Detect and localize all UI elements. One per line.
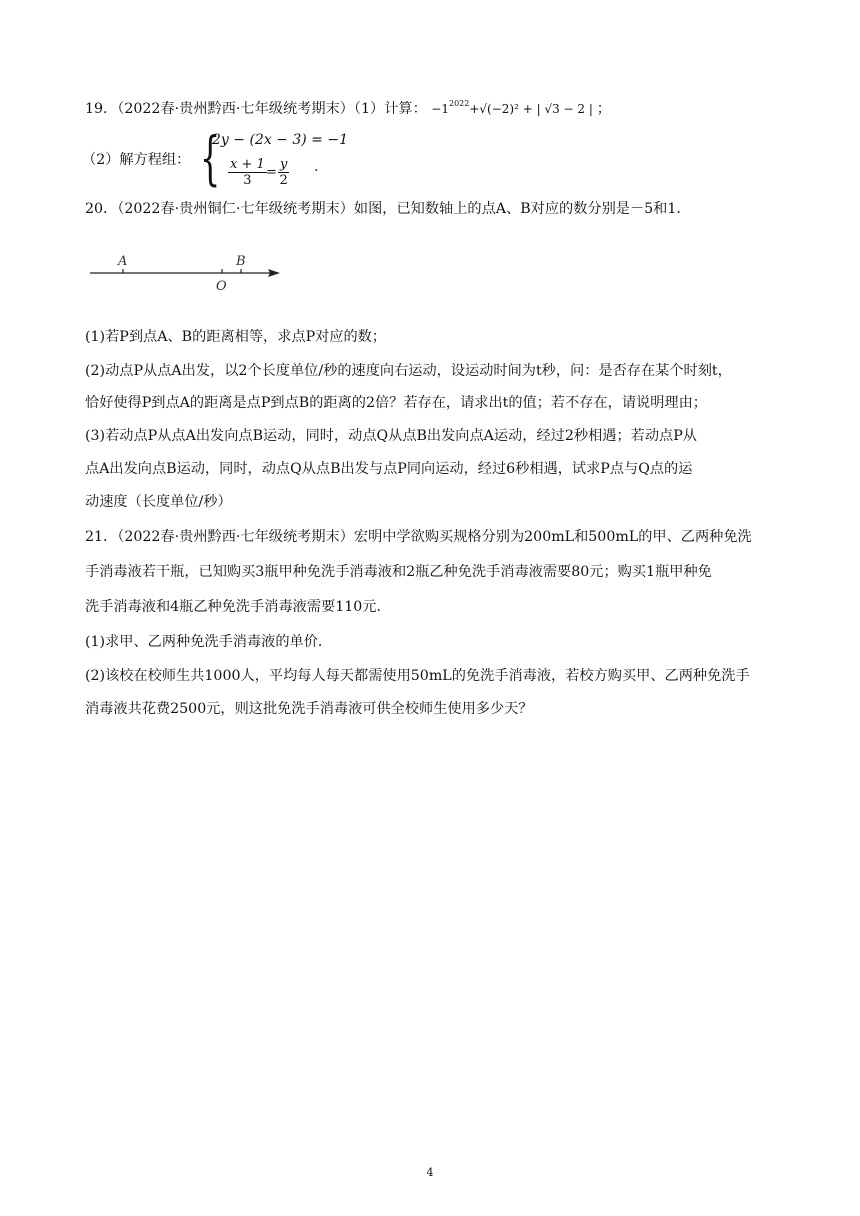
q19-number: 19． xyxy=(85,101,118,117)
q20-part2-line2: 恰好使得P到点A的距离是点P到点B的距离的2倍？若存在，请求出t的值；若不存在，请说明理由； xyxy=(85,395,707,411)
label-o: O xyxy=(216,279,227,294)
q20-part3-line1: (3)若动点P从点A出发向点B运动，同时，动点Q从点B出发向点A运动，经过2秒相遇；若动点P从 xyxy=(85,428,697,444)
q20-part3-line2: 点A出发向点B运动，同时，动点Q从点B出发与点P同向运动，经过6秒相遇，试求P点与Q点的运 xyxy=(85,461,693,477)
label-a: A xyxy=(118,254,128,269)
q21-line1: 21．（2022春·贵州黔西·七年级统考期末）宏明中学欲购买规格分别为200mL和500mL的甲、乙两种免洗 xyxy=(85,529,752,545)
q19-line1 xyxy=(85,94,611,119)
equation-system xyxy=(200,124,348,192)
q19-end-period: . xyxy=(314,159,319,175)
q20-part1: (1)若P到点A、B的距离相等，求点P对应的数； xyxy=(85,329,387,345)
page-number: 4 xyxy=(426,1166,434,1179)
q21-part2-line2: 消毒液共花费2500元，则这批免洗手消毒液可供全校师生使用多少天？ xyxy=(85,701,533,717)
q19-source: （2022春·贵州黔西·七年级统考期末） xyxy=(117,101,354,117)
equals-sign: = xyxy=(266,165,277,180)
q19-part2-label: （2）解方程组： xyxy=(82,152,191,168)
equation-1: 2y − (2x − 3) = −1 xyxy=(212,132,348,148)
fraction-left: $\frac{x + 1}{3}$ xyxy=(230,157,265,188)
q21-line3: 洗手消毒液和4瓶乙种免洗手消毒液需要110元． xyxy=(85,599,391,615)
q19-semicolon: ； xyxy=(596,101,611,117)
q21-part1: (1)求甲、乙两种免洗手消毒液的单价． xyxy=(85,634,333,650)
number-line-figure xyxy=(88,248,288,294)
q19-expression: $-1^{2022}+√(-2)^2$ + | √3 − 2 | xyxy=(431,99,593,116)
q21-line2: 手消毒液若干瓶，已知购买3瓶甲种免洗手消毒液和2瓶乙种免洗手消毒液需要80元；购买1瓶甲种免 xyxy=(85,564,712,580)
q21-part2-line1: (2)该校在校师生共1000人，平均每人每天都需使用50mL的免洗手消毒液，若校方购买甲、乙两种免洗手 xyxy=(85,668,750,684)
q20-part2-line1: (2)动点P从点A出发，以2个长度单位/秒的速度向右运动，设运动时间为t秒，问：是否存在某个时刻t， xyxy=(85,363,732,379)
q19-part1-label: （1）计算： xyxy=(353,101,427,117)
fraction-right: $\frac{y}{2}$ xyxy=(279,157,288,188)
left-brace: { xyxy=(200,124,221,192)
q20-header: 20．（2022春·贵州铜仁·七年级统考期末）如图，已知数轴上的点A、B对应的数分别是－5和1． xyxy=(85,201,691,217)
label-b: B xyxy=(236,254,246,269)
q20-part3-line3: 动速度（长度单位/秒） xyxy=(85,494,232,510)
